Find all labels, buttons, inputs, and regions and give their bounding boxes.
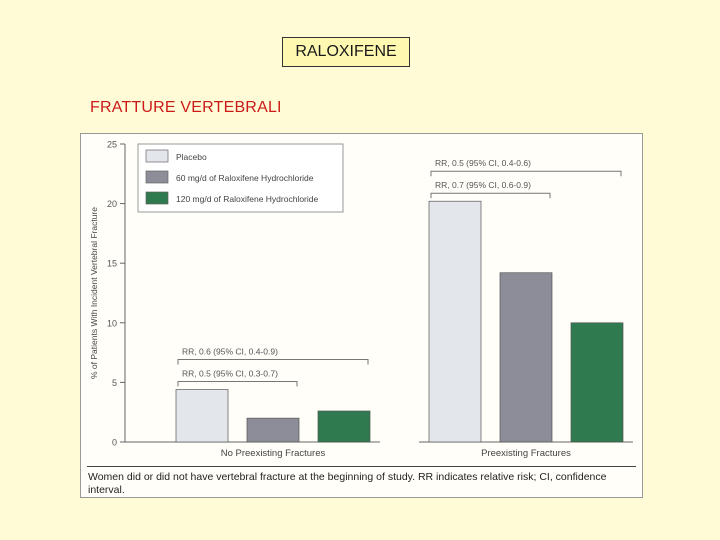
chart-caption: Women did or did not have vertebral fracture at the beginning of study. RR indicates relative risk; CI, confidence interval.: [88, 471, 607, 496]
legend-swatch: [146, 150, 168, 162]
rr-bracket: [431, 171, 621, 176]
bar: [429, 201, 481, 442]
rr-annotation-label: RR, 0.6 (95% CI, 0.4-0.9): [182, 346, 278, 357]
y-tick-label: 25: [106, 139, 117, 150]
rr-bracket: [178, 382, 297, 387]
bar-chart: [81, 134, 642, 464]
bar: [318, 411, 370, 442]
y-axis-label: % of Patients With Incident Vertebral Fracture: [89, 207, 99, 379]
legend-swatch: [146, 192, 168, 204]
rr-bracket: [178, 360, 368, 365]
slide-subtitle: FRATTURE VERTEBRALI: [90, 99, 282, 116]
bar: [500, 273, 552, 442]
legend-swatch: [146, 171, 168, 183]
y-tick-label: 5: [111, 377, 117, 388]
rr-annotation-label: RR, 0.5 (95% CI, 0.4-0.6): [435, 158, 531, 169]
rr-annotation-label: RR, 0.7 (95% CI, 0.6-0.9): [435, 180, 531, 191]
x-category-label: Preexisting Fractures: [481, 448, 571, 459]
legend-entry: Placebo: [176, 152, 207, 162]
y-tick-label: 0: [111, 437, 117, 448]
bar: [571, 323, 623, 442]
bar: [176, 390, 228, 442]
rr-bracket: [431, 193, 550, 198]
legend-entry: 120 mg/d of Raloxifene Hydrochloride: [176, 194, 319, 204]
legend-entry: 60 mg/d of Raloxifene Hydrochloride: [176, 173, 314, 183]
rr-annotation-label: RR, 0.5 (95% CI, 0.3-0.7): [182, 368, 278, 379]
chart-figure: [80, 133, 643, 498]
slide-title: RALOXIFENE: [282, 37, 410, 67]
y-tick-label: 20: [106, 199, 117, 210]
y-tick-label: 15: [106, 258, 117, 269]
y-tick-label: 10: [106, 318, 117, 329]
x-category-label: No Preexisting Fractures: [220, 448, 326, 459]
caption-divider: [87, 466, 636, 467]
bar: [247, 418, 299, 442]
